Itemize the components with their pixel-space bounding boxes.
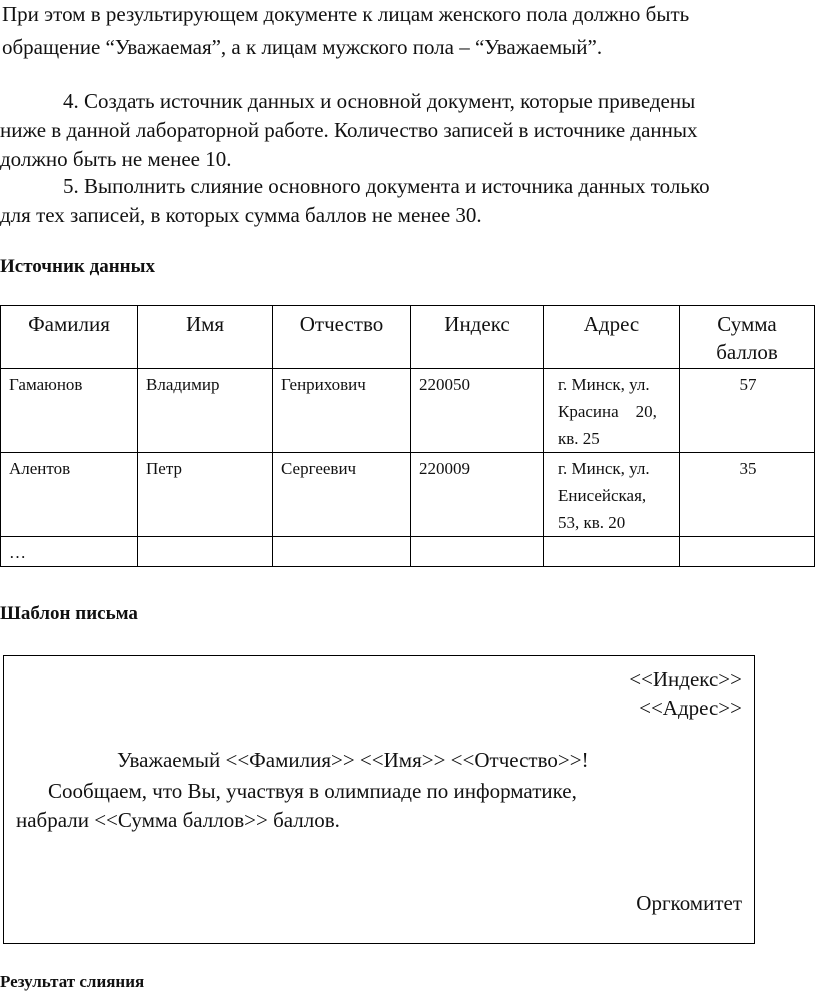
table-row (1, 453, 815, 537)
intro-line-2: обращение “Уважаемая”, а к лицам мужского пола – “Уважаемый”. (2, 35, 603, 59)
cell-patronymic: Генрихович (273, 369, 411, 453)
table-header-row (1, 306, 815, 369)
cell-surname: Алентов (1, 453, 138, 537)
letter-greeting: Уважаемый <<Фамилия>> <<Имя>> <<Отчество>>! (117, 748, 589, 772)
table-row-ellipsis (1, 537, 815, 567)
cell-index: 220009 (411, 453, 544, 537)
cell-index: 220050 (411, 369, 544, 453)
cell-address (544, 453, 680, 537)
cell-name: Владимир (138, 369, 273, 453)
column-header: Отчество (273, 306, 411, 369)
column-header: Адрес (544, 306, 680, 369)
task-4-line-2: ниже в данной лабораторной работе. Количество записей в источнике данных (0, 118, 698, 142)
address-line: г. Минск, ул. (558, 375, 650, 394)
section-heading-letter-template: Шаблон письма (0, 603, 138, 624)
cell-score: 35 (680, 453, 815, 537)
task-4-line-1: 4. Создать источник данных и основной документ, которые приведены (63, 89, 696, 113)
address-line: кв. 25 (558, 429, 600, 448)
column-header: Индекс (411, 306, 544, 369)
field-index: <<Индекс>> (629, 667, 742, 691)
address-line: 53, кв. 20 (558, 513, 626, 532)
task-4-line-3: должно быть не менее 10. (0, 147, 232, 171)
task-5-line-2: для тех записей, в которых сумма баллов не менее 30. (0, 203, 482, 227)
address-line: Енисейская, (558, 486, 647, 505)
address-line: г. Минск, ул. (558, 459, 650, 478)
column-header: Имя (138, 306, 273, 369)
cell-patronymic: Сергеевич (273, 453, 411, 537)
address-line: Красина 20, (558, 402, 657, 421)
task-5-line-1: 5. Выполнить слияние основного документа и источника данных только (63, 174, 710, 198)
cell-name: Петр (138, 453, 273, 537)
letter-signature: Оргкомитет (636, 891, 742, 915)
column-header: Фамилия (1, 306, 138, 369)
letter-body-line-2: набрали <<Сумма баллов>> баллов. (16, 808, 340, 832)
data-source-table (0, 305, 815, 567)
cell-surname: Гамаюнов (1, 369, 138, 453)
letter-template-box (3, 655, 755, 944)
column-header: Сумма баллов (680, 306, 815, 369)
section-heading-merge-result: Результат слияния (0, 972, 145, 991)
letter-body-line-1: Сообщаем, что Вы, участвуя в олимпиаде по информатике, (48, 779, 577, 803)
field-address: <<Адрес>> (639, 696, 742, 720)
section-heading-data-source: Источник данных (0, 256, 155, 277)
intro-line-1: При этом в результирующем документе к лицам женского пола должно быть (2, 2, 690, 26)
cell-address (544, 369, 680, 453)
cell-ellipsis: … (1, 537, 138, 567)
table-row (1, 369, 815, 453)
cell-score: 57 (680, 369, 815, 453)
